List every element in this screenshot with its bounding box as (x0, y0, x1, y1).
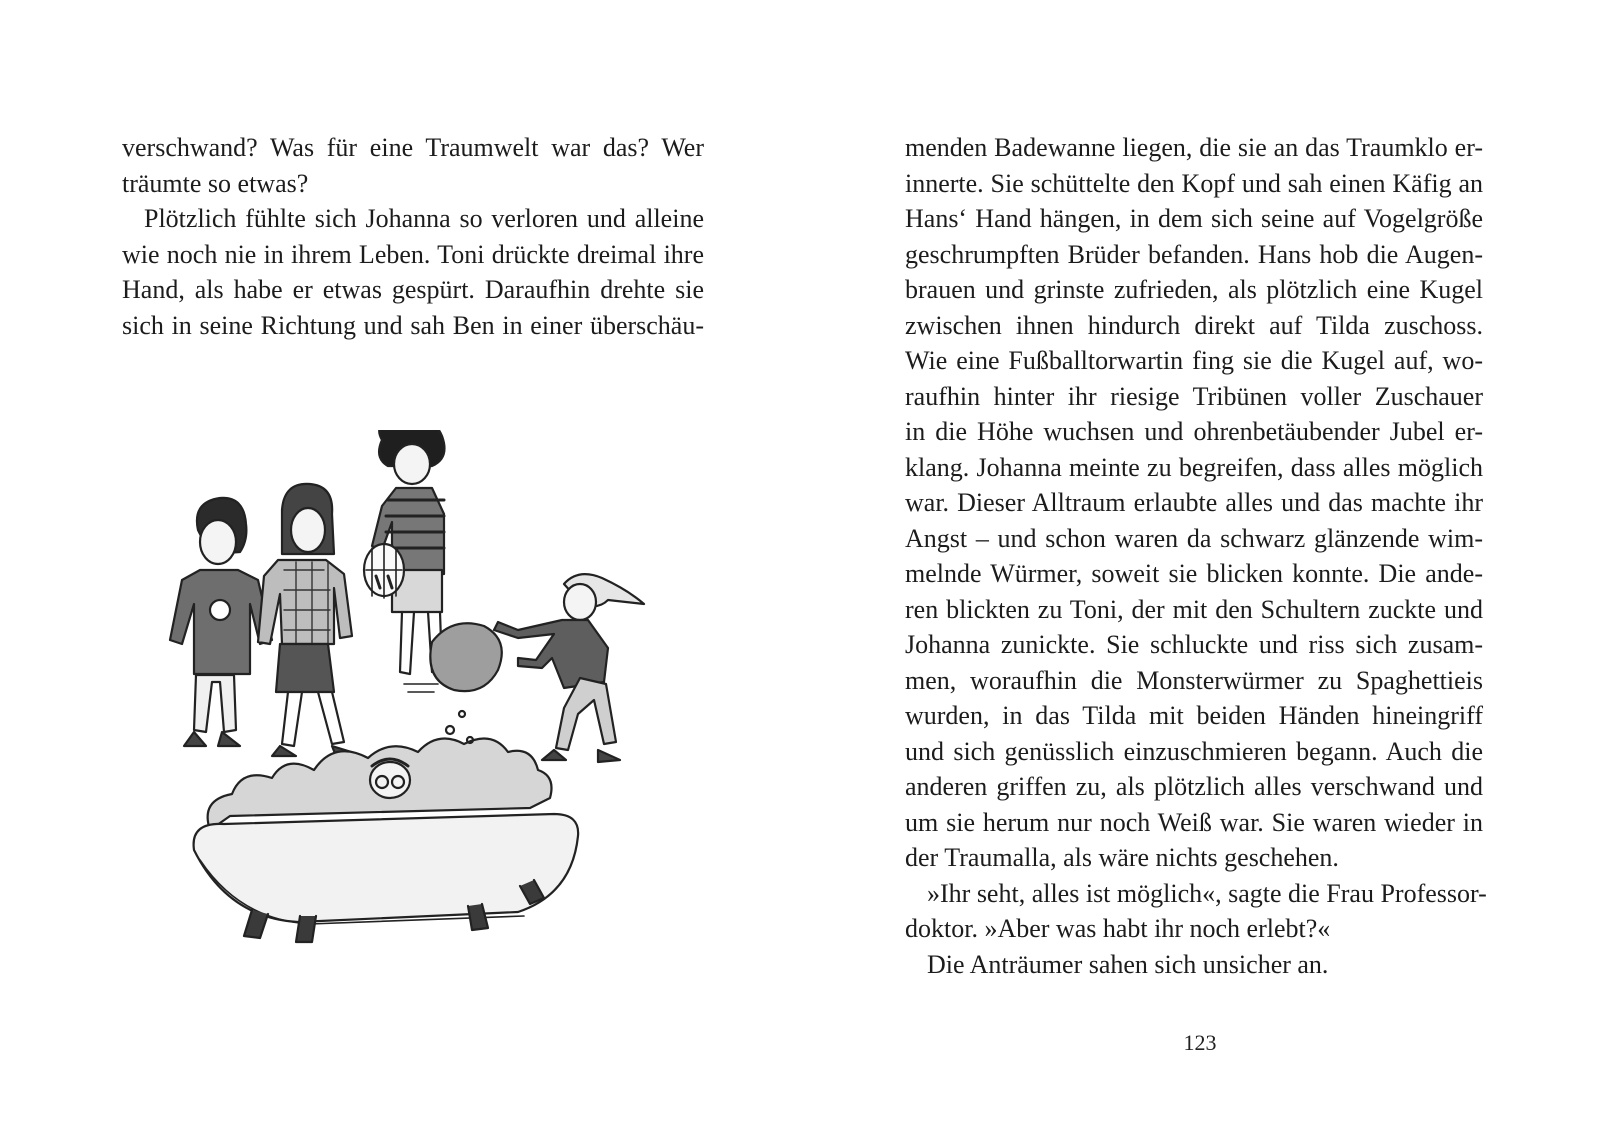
text-line: Plötzlich fühlte sich Johanna so verloren und alleine (144, 204, 704, 233)
girl-figure-plaid (258, 484, 358, 756)
text-line: wie noch nie in ihrem Leben. Toni drückte dreimal ihre (122, 239, 704, 269)
text-line: zwischen ihnen hindurch direkt auf Tilda zuschoss. (905, 310, 1483, 340)
children-and-bathtub-illustration-icon (150, 430, 680, 970)
text-line: »Ihr seht, alles ist möglich«, sagte die Frau Professor- (927, 878, 1487, 908)
right-page-text (905, 130, 1487, 982)
text-line: klang. Johanna meinte zu begreifen, dass alles möglich (905, 452, 1483, 482)
text-line: geschrumpften Brüder befanden. Hans hob die Augen- (905, 239, 1483, 269)
page-number: 123 (1183, 1030, 1217, 1055)
text-line: Hand, als habe er etwas gespürt. Daraufhin drehte sie (122, 275, 704, 304)
boy-figure-left (170, 498, 272, 746)
text-line: in die Höhe wuchsen und ohrenbetäubender Jubel er- (905, 417, 1483, 446)
text-line: innerte. Sie schüttelte den Kopf und sah einen Käfig an (905, 168, 1483, 198)
text-line: men, woraufhin die Monsterwürmer zu Spaghettieis (905, 665, 1483, 695)
text-line: sich in seine Richtung und sah Ben in einer überschäu- (122, 310, 704, 340)
text-line: wurden, in das Tilda mit beiden Händen hineingriff (905, 701, 1483, 730)
text-line: träumte so etwas? (122, 168, 309, 198)
text-line: Wie eine Fußballtorwartin fing sie die Kugel auf, wo- (905, 346, 1483, 375)
bubble-bathtub (194, 711, 579, 942)
text-line: Hans‘ Hand hängen, in dem sich seine auf Vogelgröße (905, 204, 1483, 233)
text-line: Johanna zunickte. Sie schluckte und riss sich zusam- (905, 630, 1483, 659)
text-line: anderen griffen zu, als plötzlich alles verschwand und (905, 772, 1483, 801)
text-line: und sich genüsslich einzuschmieren begann. Auch die (905, 736, 1483, 766)
text-line: brauen und grinste zufrieden, als plötzlich eine Kugel (905, 275, 1483, 304)
flying-ball (404, 623, 502, 692)
text-line: menden Badewanne liegen, die sie an das Traumklo er- (905, 133, 1483, 162)
text-line: ren blickten zu Toni, der mit den Schultern zuckte und (905, 594, 1483, 624)
text-line: doktor. »Aber was habt ihr noch erlebt?« (905, 914, 1331, 943)
text-line: raufhin hinter ihr riesige Tribünen voller Zuschauer (905, 381, 1483, 411)
girl-figure-tilda (494, 574, 644, 762)
text-line: Angst – und schon waren da schwarz glänzende wim- (905, 523, 1483, 553)
text-line: war. Dieser Alltraum erlaubte alles und das machte ihr (905, 488, 1483, 517)
text-line: Die Anträumer sahen sich unsicher an. (927, 949, 1329, 979)
text-line: der Traumalla, als wäre nichts geschehen. (905, 843, 1339, 872)
left-page-text (122, 130, 704, 343)
text-line: um sie herum nur noch Weiß war. Sie waren wieder in (905, 807, 1483, 837)
text-line: melnde Würmer, soweit sie blicken konnte. Die ande- (905, 559, 1483, 588)
text-line: verschwand? Was für eine Traumwelt war das? Wer (122, 133, 704, 162)
boy-figure-with-cage (364, 430, 444, 674)
